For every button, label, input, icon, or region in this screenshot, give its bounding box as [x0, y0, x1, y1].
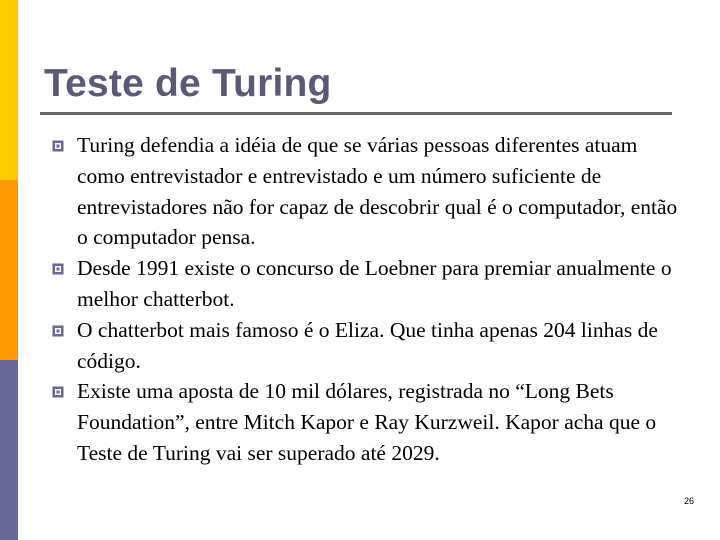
bullet-item-4 [50, 376, 680, 468]
square-bullet-icon [52, 263, 64, 275]
bullet-item-1 [50, 130, 680, 253]
accent-bar-yellow [0, 0, 18, 180]
square-bullet-icon [52, 386, 64, 398]
square-bullet-icon [52, 140, 64, 152]
title-underline [40, 112, 672, 115]
bullet-text-2: Desde 1991 existe o concurso de Loebner para premiar anualmente o melhor chatterbot. [77, 256, 672, 311]
bullet-text-4: Existe uma aposta de 10 mil dólares, registrada no “Long Bets Foundation”, entre Mitch Kapor e Ray Kurzweil. Kapor acha que o Teste de Turing vai ser superado até 2029. [77, 379, 657, 465]
bullet-list [50, 130, 680, 469]
accent-bar-purple [0, 360, 18, 540]
left-accent-bar [0, 0, 18, 540]
accent-bar-orange [0, 180, 18, 360]
square-bullet-icon [52, 325, 64, 337]
page-number: 26 [683, 496, 694, 506]
bullet-text-3: O chatterbot mais famoso é o Eliza. Que tinha apenas 204 linhas de código. [77, 317, 658, 373]
slide-title: Teste de Turing [44, 62, 332, 105]
bullet-item-3 [50, 315, 680, 377]
bullet-text-1: Turing defendia a idéia de que se várias pessoas diferentes atuam como entrevistador e entrevistado e um número suficiente de entrevistadores não for capaz de descobrir qual é o computador, então o computador pensa. [77, 133, 678, 250]
bullet-item-2 [50, 253, 680, 315]
